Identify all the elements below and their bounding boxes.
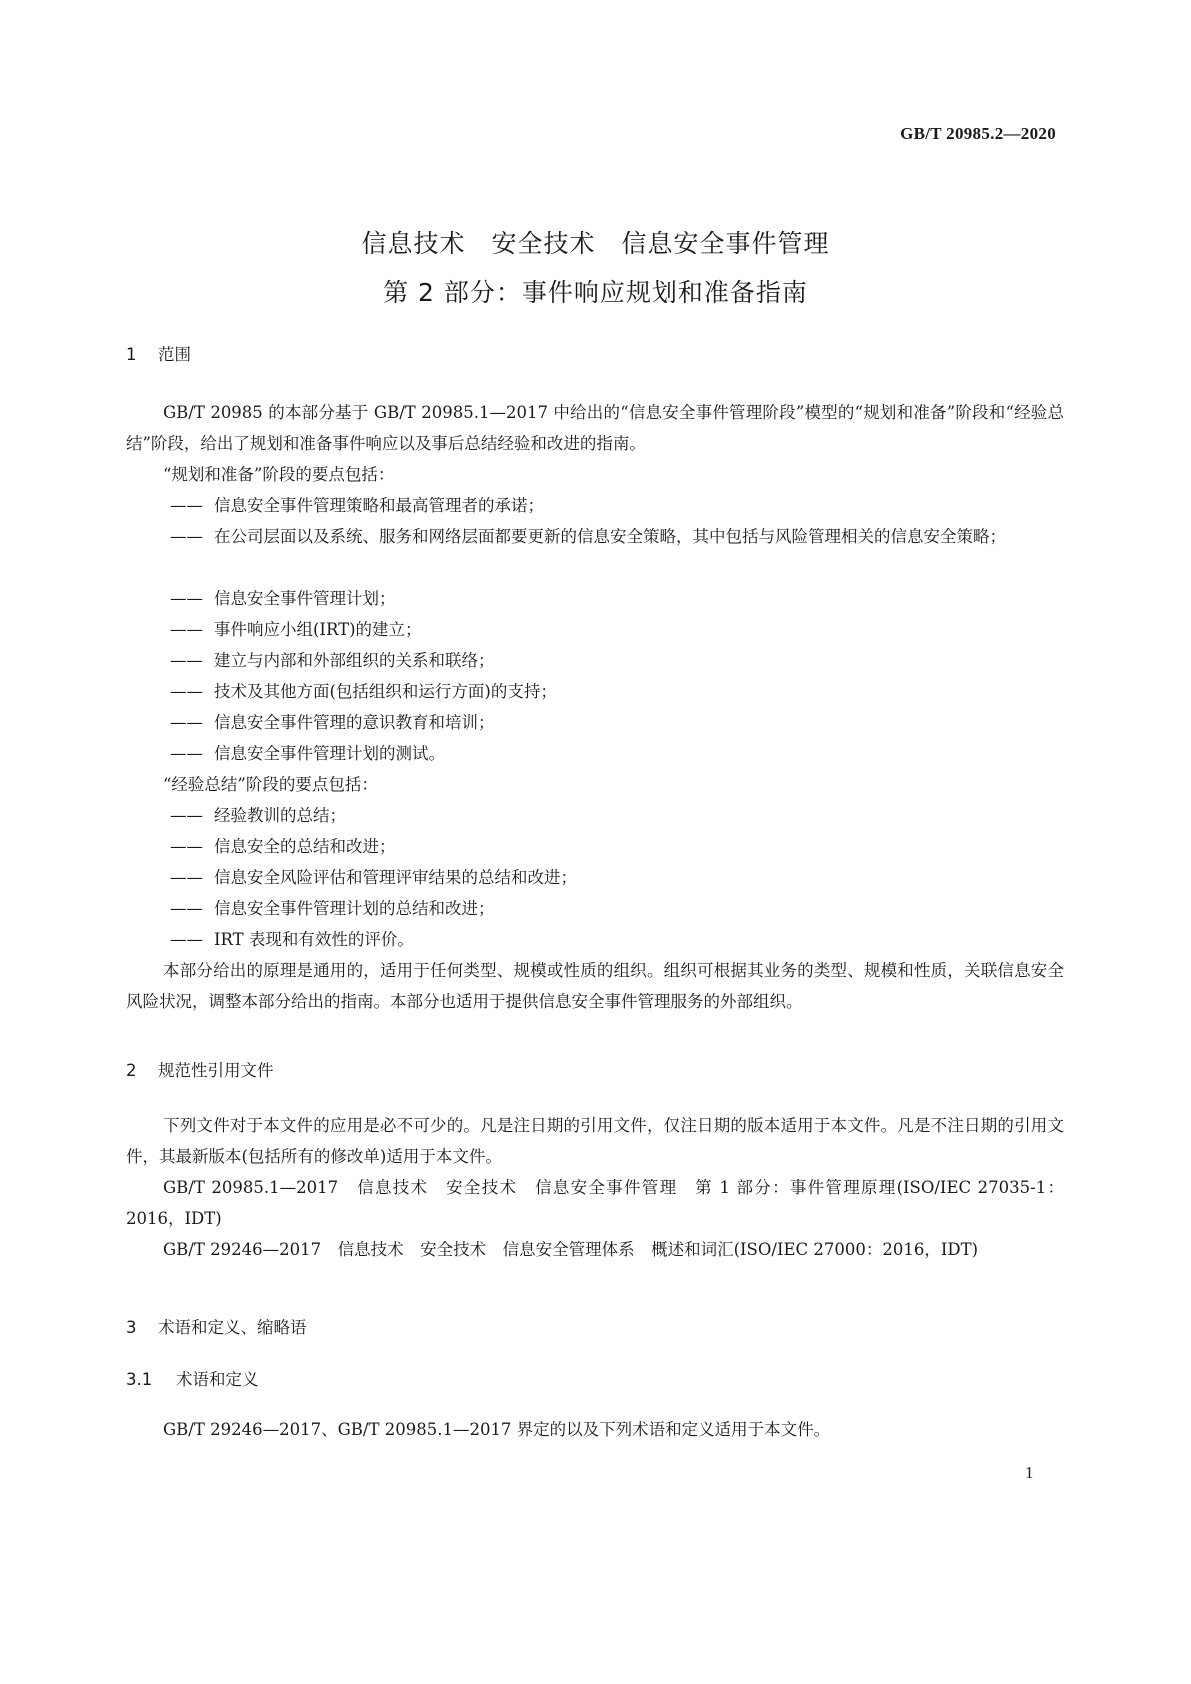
scope-intro-paragraph: GB/T 20985 的本部分基于 GB/T 20985.1—2017 中给出的“信息安全事件管理阶段”模型的“规划和准备”阶段和“经验总结”阶段，给出了规划和准备事件响应以及事后总结经验和改进的指南。 — [126, 403, 1064, 453]
page-number: 1 — [1025, 1463, 1034, 1482]
standard-code: GB/T 20985.2—2020 — [900, 124, 1056, 143]
section-title: 术语和定义、缩略语 — [158, 1318, 307, 1337]
list-item: —— 信息安全事件管理计划的总结和改进； — [170, 899, 495, 918]
list-item: —— 信息安全的总结和改进； — [170, 837, 396, 856]
scope-closing-paragraph: 本部分给出的原理是通用的，适用于任何类型、规模或性质的组织。组织可根据其业务的类型、规模和性质，关联信息安全风险状况，调整本部分给出的指南。本部分也适用于提供信息安全事件管理服务的外部组织。 — [126, 961, 1064, 1011]
reference-entry-2: GB/T 29246—2017 信息技术 安全技术 信息安全管理体系 概述和词汇(ISO/IEC 27000：2016，IDT) — [163, 1240, 979, 1259]
plan-lead: “规划和准备”阶段的要点包括： — [163, 465, 395, 484]
list-item: —— 建立与内部和外部组织的关系和联络； — [170, 651, 495, 670]
doc-title-line1: 信息技术 安全技术 信息安全事件管理 — [361, 229, 830, 258]
section-3-1-heading — [126, 1366, 259, 1390]
list-item: —— 信息安全事件管理计划； — [170, 589, 396, 608]
section-number: 1 — [126, 345, 137, 364]
section-3-heading — [126, 1314, 307, 1338]
list-item: —— 信息安全事件管理的意识教育和培训； — [170, 713, 495, 732]
terms-paragraph: GB/T 29246—2017、GB/T 20985.1—2017 界定的以及下列术语和定义适用于本文件。 — [163, 1420, 831, 1439]
list-item: —— 信息安全事件管理计划的测试。 — [170, 744, 445, 763]
list-item: —— 在公司层面以及系统、服务和网络层面都要更新的信息安全策略，其中包括与风险管理相关的信息安全策略； — [170, 527, 1006, 546]
list-item: —— 经验教训的总结； — [170, 806, 346, 825]
section-title: 术语和定义 — [176, 1370, 259, 1389]
section-2-heading — [126, 1057, 274, 1081]
section-title: 规范性引用文件 — [158, 1061, 274, 1080]
doc-title-line2: 第 2 部分：事件响应规划和准备指南 — [383, 278, 808, 307]
list-item: —— IRT 表现和有效性的评价。 — [170, 930, 414, 949]
references-intro-paragraph: 下列文件对于本文件的应用是必不可少的。凡是注日期的引用文件，仅注日期的版本适用于本文件。凡是不注日期的引用文件，其最新版本(包括所有的修改单)适用于本文件。 — [126, 1116, 1064, 1166]
section-number: 3.1 — [126, 1370, 153, 1389]
section-title: 范围 — [158, 345, 191, 364]
section-number: 3 — [126, 1318, 137, 1337]
reference-entry-1: GB/T 20985.1—2017 信息技术 安全技术 信息安全事件管理 第 1 部分：事件管理原理(ISO/IEC 27035-1：2016，IDT) — [126, 1178, 1064, 1228]
section-number: 2 — [126, 1061, 137, 1080]
list-item: —— 技术及其他方面(包括组织和运行方面)的支持； — [170, 682, 557, 701]
section-1-heading — [126, 341, 191, 365]
lessons-lead: “经验总结”阶段的要点包括： — [163, 775, 378, 794]
list-item: —— 信息安全风险评估和管理评审结果的总结和改进； — [170, 868, 577, 887]
list-item: —— 事件响应小组(IRT)的建立； — [170, 620, 422, 639]
list-item: —— 信息安全事件管理策略和最高管理者的承诺； — [170, 496, 544, 515]
